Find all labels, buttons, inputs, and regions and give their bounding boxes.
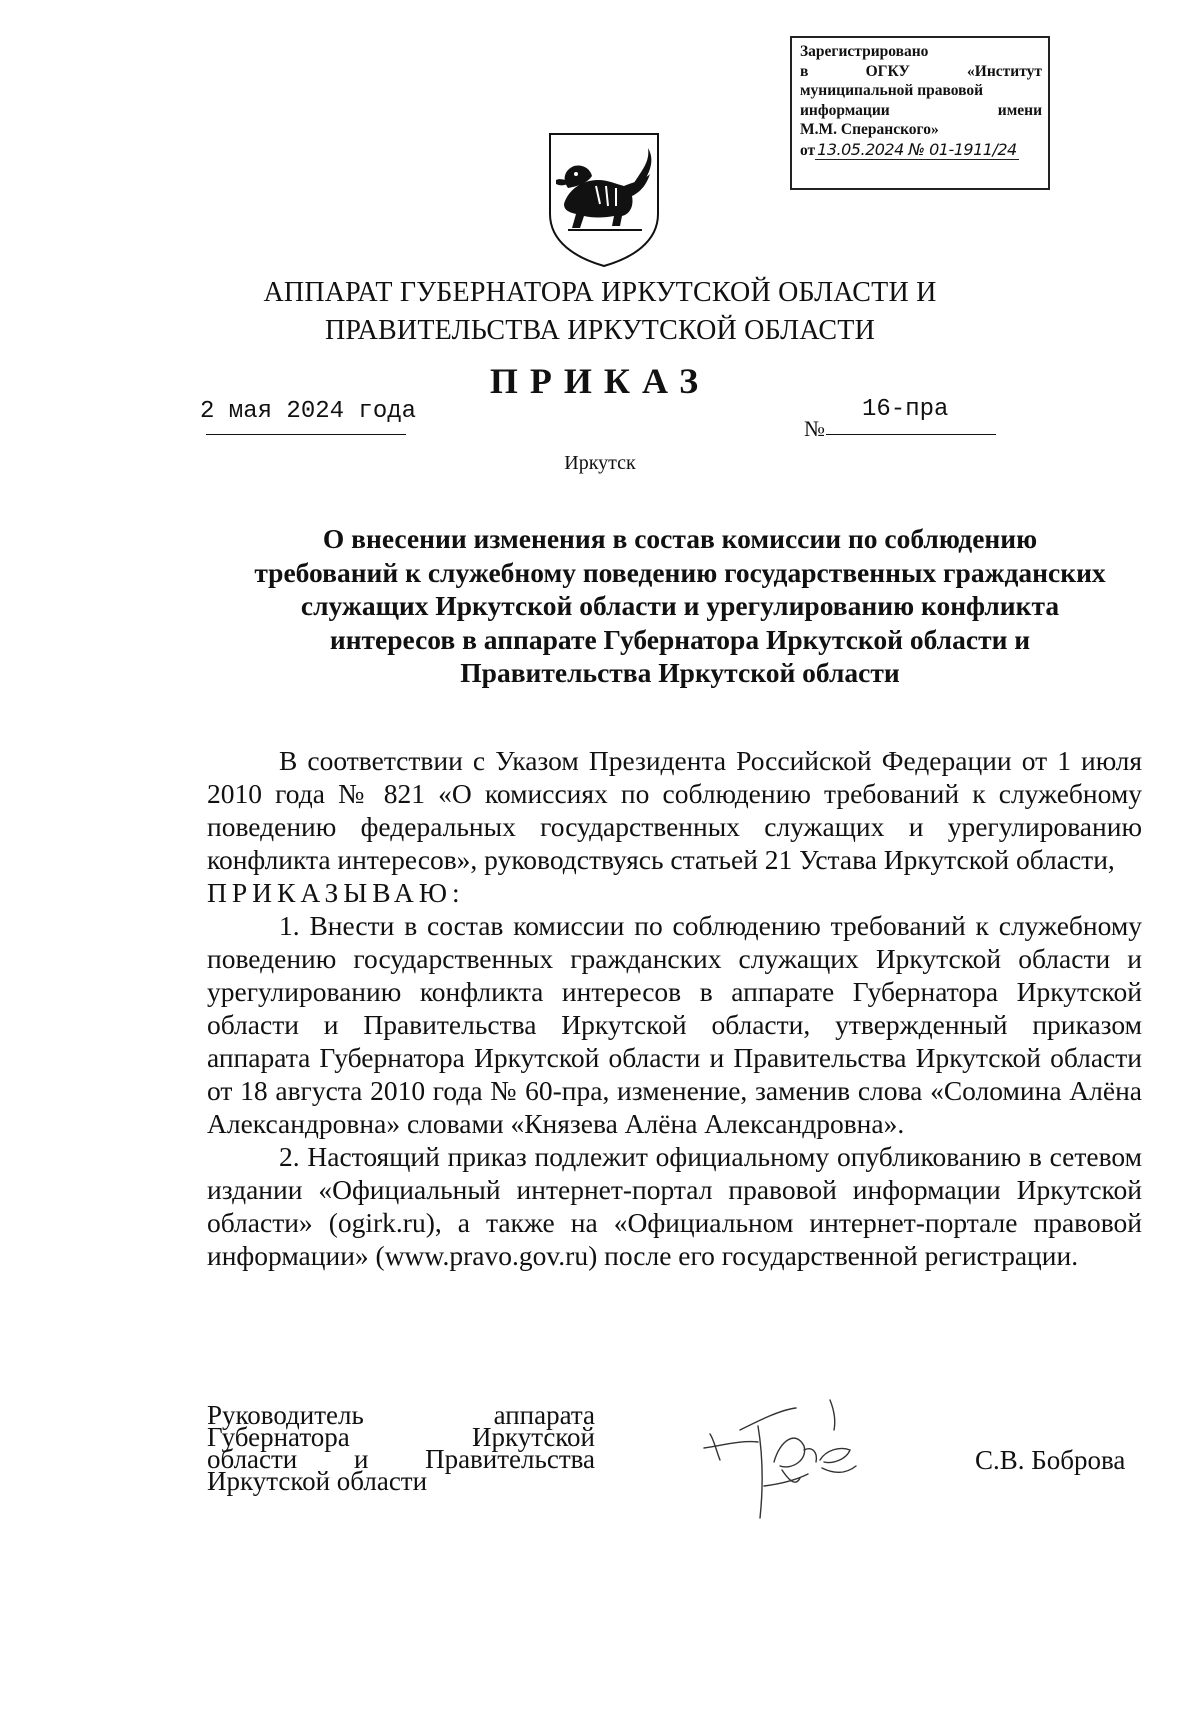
document-date: 2 мая 2024 года [200, 398, 417, 425]
handwritten-signature [700, 1390, 880, 1530]
stamp-line: муниципальной правовой [800, 82, 984, 99]
coat-of-arms-icon [546, 130, 662, 270]
registration-stamp [790, 36, 1050, 190]
signer-position-line: Иркутской области [207, 1466, 428, 1496]
stamp-line [800, 62, 1042, 82]
number-sign: № [804, 416, 825, 441]
subject-line: интересов в аппарате Губернатора Иркутской области и [329, 623, 1031, 655]
subject-line: О внесении изменения в состав комиссии по соблюдению [322, 523, 1038, 554]
number-underline [826, 434, 996, 435]
signer-position [207, 1400, 595, 1496]
stamp-word: информации [800, 101, 890, 119]
stamp-word: «Институт [967, 62, 1042, 80]
document-type-title: ПРИКАЗ [489, 361, 711, 401]
stamp-handwritten-number: 13.05.2024 № 01-1911/24 [817, 139, 1017, 159]
stamp-line [800, 101, 1042, 121]
signer-position-line: области и Правительства [207, 1444, 595, 1474]
subject-line: служащих Иркутской области и урегулированию конфликта [300, 590, 1060, 621]
document-body [207, 744, 1142, 1272]
document-city: Иркутск [564, 452, 636, 474]
subject-line: Правительства Иркутской области [460, 657, 900, 688]
stamp-prefix: от [800, 141, 816, 159]
document-number: 16-пра [862, 396, 949, 423]
signer-position-line: Руководитель аппарата [207, 1400, 595, 1430]
organization-name [150, 274, 1050, 350]
signer-name: С.В. Боброва [975, 1445, 1126, 1475]
organization-line: ПРАВИТЕЛЬСТВА ИРКУТСКОЙ ОБЛАСТИ [325, 315, 875, 346]
document-subject [200, 522, 1160, 690]
signer-position-line: Губернатора Иркутской [207, 1422, 595, 1452]
preamble-paragraph: В соответствии с Указом Президента Российской Федерации от 1 июля 2010 года № 821 «О комиссиях по соблюдению требований к служебному поведению федеральных государственных служащих и урегулированию конфликта интересов», руководствуясь статьей 21 Устава Иркутской области, [207, 745, 1142, 875]
organization-line: АППАРАТ ГУБЕРНАТОРА ИРКУТСКОЙ ОБЛАСТИ И [263, 277, 937, 308]
stamp-word: ОГКУ [865, 62, 910, 80]
stamp-word: в [800, 62, 809, 80]
stamp-line: М.М. Сперанского» [800, 121, 939, 138]
order-item-2: 2. Настоящий приказ подлежит официальному опубликованию в сетевом издании «Официальный интернет-портал правовой информации Иркутской области» (ogirk.ru), а также на «Официальном интернет-портале правовой информации» (www.pravo.gov.ru) после его государственной регистрации. [207, 1141, 1142, 1271]
stamp-line [800, 140, 1042, 161]
order-word: ПРИКАЗЫВАЮ: [207, 877, 465, 908]
stamp-word: имени [997, 101, 1042, 119]
order-item-1: 1. Внести в состав комиссии по соблюдению требований к служебному поведению государственных гражданских служащих Иркутской области и урегулированию конфликта интересов в аппарате Губернатора Иркутской области и Правительства Иркутской области, утвержденный приказом аппарата Губернатора Иркутской области и Правительства Иркутской области от 18 августа 2010 года № 60-пра, изменение, заменив слова «Соломина Алёна Александровна» словами «Князева Алёна Александровна». [207, 910, 1142, 1139]
subject-line: требований к служебному поведению государственных гражданских [254, 556, 1106, 588]
stamp-line: Зарегистрировано [800, 43, 929, 60]
date-underline [206, 434, 406, 435]
